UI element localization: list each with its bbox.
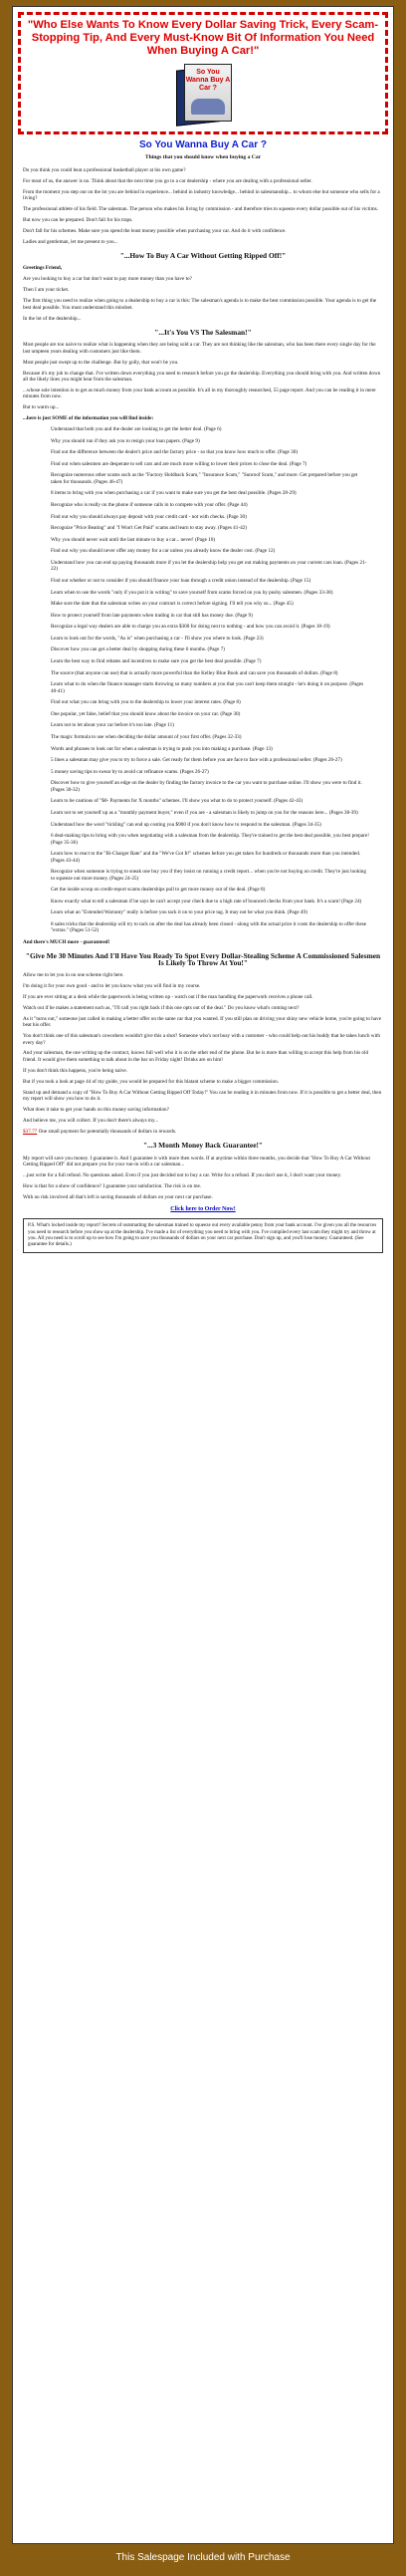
- section3-paragraph: Allow me to let you in on one scheme right here.: [23, 972, 124, 979]
- section2-paragraph: ...whose sole intention is to get as much money from your bank account as possible. It's all in my thoroughly researched, 55 page report. And you can be reading it in mere minutes from now.: [23, 386, 376, 400]
- section3-paragraph: If you are ever sitting at a desk while the paperwork is being written up - watch out if the man handling the paperwork receives a phone call.: [23, 994, 313, 1000]
- feature-bullet: Learn to look out for the words, "As is" when purchasing a car - I'll show you where to look. (Page 23): [51, 635, 264, 642]
- intro-subtitle: Things that you should know when buying a Car: [144, 154, 262, 161]
- section1-paragraph: Are you looking to buy a car but don't want to pay more money than you have to?: [23, 276, 192, 283]
- ps-note: P.S. What's locked inside my report? Secrets of outsmarting the salesman trained to squeeze out every available penny from your bank account. I've given you all the resources you need to research before you show up at the dealership. I've made a list of everything you need to bring with you. I've compiled every last scam they might try and throw at you. All you need is to scroll up to see how I'm going to save you thousands of dollars on your next car purchase. Don't sign up, and you'll lose money. Guaranteed. (See guarantee for details.): [23, 1218, 383, 1253]
- section3-paragraph: But if you took a look at page 44 of my guide, you would be prepared for this blatant scheme to make a bigger commission.: [23, 1078, 280, 1085]
- section2-paragraphs: [23, 342, 383, 410]
- section1-paragraph: Then I am your ticket.: [23, 287, 70, 294]
- feature-bullet: Find out whether or not to consider if you should finance your loan through a credit union instead of the dealership. (Page 15): [51, 577, 311, 584]
- section3-paragraphs: [23, 972, 383, 1124]
- intro-paragraphs: [23, 167, 383, 245]
- section4-paragraphs: [23, 1156, 383, 1201]
- section3-paragraph: As it "turns out," someone just called in making a better offer on the same car that you wanted. If you still plan on driving your shiny new vehicle home, you're going to have beat his offer.: [23, 1015, 382, 1029]
- feature-bullet: Recognize numerous other scams such as the "Factory Holdback Scam," "Insurance Scam," "Sunroof Scam," and more. Get prepared before you get taken for thousands. (Pages 46-47): [51, 472, 358, 485]
- price-paragraph: $37.77 One small payment for potentially thousands of dollars in rewards.: [23, 1128, 177, 1135]
- section2-paragraph: But to warm up...: [23, 404, 60, 411]
- section1-paragraph: In the lot of the dealership...: [23, 315, 82, 322]
- greeting: Greetings Friend,: [23, 265, 63, 272]
- section2-paragraph: Most people are too naive to realize what is happening when they are being sold a car. They are not thinking like the salesman, who has been there every single day for the last umpteen years dealing with customers just like them.: [23, 342, 376, 355]
- intro-title: So You Wanna Buy A Car ?: [139, 139, 267, 150]
- feature-bullet: Learn what an "Extended Warranty" really is before you tack it on to your price tag. It may not be what you think. (Page 49): [51, 909, 307, 916]
- feature-bullet: Why you should never wait until the last minute to buy a car... never! (Page 10): [51, 536, 216, 543]
- feature-bullet: 8 items to bring with you when purchasing a car if you want to make sure you get the best deal possible. (Pages 28-29): [51, 490, 297, 497]
- feature-bullet: Recognize "Price Beating" and "I Won't Get Paid" scams and learn to stay away. (Pages 41-42): [51, 525, 247, 532]
- section3-paragraph: And believe me, you will collect. If you don't there's always my...: [23, 1117, 159, 1124]
- bullets-lead: ...here is just SOME of the information you will find inside:: [23, 415, 154, 422]
- feature-bullet: Recognize when someone is trying to sneak one buy you if they insist on running a credit report... when you're not buying on credit. They're just looking to squeeze out more money. (Pages 24-25): [51, 869, 366, 882]
- feature-bullet: Understand that both you and the dealer are looking to get the better deal. (Page 6): [51, 425, 222, 432]
- headline-box: [18, 12, 388, 134]
- feature-bullet: Learn what to do when the finance manager starts throwing so many numbers at you that you can't keep them straight - he's doing it on purpose. (Pages 40-41): [51, 681, 364, 694]
- feature-bullet: The magic formula to use when deciding the dollar amount of your first offer. (Pages 32-33): [51, 734, 242, 741]
- feature-bullet: Discover how you can get a better deal by shopping during these 6 months. (Page 7): [51, 646, 225, 653]
- salespage: [12, 6, 394, 2544]
- feature-bullet: Know exactly what to tell a salesman if he says he can't accept your check due to a high rate of bounced checks from your bank. It's a scam! (Page 24): [51, 898, 362, 904]
- section4-paragraph: My report will save you money. I guarantee it. And I guarantee it with more then words. If at anytime within three months, you decide that "How To Buy A Car Without Getting Ripped Off" did not prepare you for your run-in with a car salesman...: [23, 1155, 370, 1167]
- intro-paragraph: The professional athlete of his field. The salesman. The person who makes his living by commission - and therefore tries to squeeze every dollar possible out of his victims.: [23, 205, 378, 212]
- section1-title: "...How To Buy A Car Without Getting Ripped Off!": [119, 251, 287, 261]
- ebook-cover-image: [170, 62, 236, 126]
- feature-bullet: Learn when to use the words "only if you put it in writing" to save yourself from scams forced on you by pushy salesmen. (Pages 33-38): [51, 589, 333, 596]
- page-caption: This Salespage Included with Purchase: [115, 2552, 291, 2563]
- feature-bullet: 8 sales tricks that the dealership will try to tack on after the deal has already been closed - along with the actual price it costs the dealership to offer these "extras." (Pages 51-52): [51, 920, 367, 934]
- section3-paragraph: And your salesman, the one writing up the contract, knows full well who it is on the other end of the phone. But he is more than willing to accept this help from his old friend. It would give them something to talk about in the bar on Friday night! Drinks are on him!: [23, 1050, 369, 1063]
- intro-paragraph: Ladies and gentleman, let me present to you...: [23, 238, 118, 245]
- intro-paragraph: For most of us, the answer is no. Think about that the next time you go to a car dealership - where you are dealing with a professional seller.: [23, 177, 312, 184]
- order-now-link[interactable]: Click here to Order Now!: [170, 1206, 236, 1213]
- ebook-cover-title: So You Wanna Buy A Car ?: [185, 69, 231, 92]
- section3-title: "Give Me 30 Minutes And I'll Have You Ready To Spot Every Dollar-Stealing Scheme A Commissioned Salesmen Is Likely To Throw At You!": [25, 951, 381, 967]
- feature-bullet: 5 lines a salesman may give you to try to force a sale. Get ready for them before you are face to face with a professional seller. (Pages 26-27): [51, 757, 342, 764]
- intro-paragraph: But now you can be prepared. Don't fall for his traps.: [23, 216, 133, 223]
- feature-bullet: Find out when salesmen are desperate to sell cars and are much more willing to lower their prices to close the deal. (Page 7): [51, 460, 307, 467]
- price: $37.77: [23, 1128, 38, 1135]
- feature-bullet: One popular, yet false, belief that you should know about the invoice on your car. (Page 30): [51, 710, 241, 717]
- headline: "Who Else Wants To Know Every Dollar Saving Trick, Every Scam-Stopping Tip, And Every Must-Know Bit Of Information You Need When Buying A Car!": [27, 19, 379, 57]
- feature-bullet: Words and phrases to look out for when a salesman is trying to push you into making a purchase. (Page 13): [51, 745, 273, 752]
- section3-paragraph: What does it take to get your hands on this money saving information?: [23, 1106, 169, 1113]
- feature-bullet: Recognize a legal way dealers are able to charge you an extra $300 for doing next to nothing - and how you can avoid it. (Pages 18-19): [51, 624, 330, 631]
- feature-bullet: Learn to be cautious of "$0- Payments for X months" schemes. I'll show you what to do to protect yourself. (Pages 42-43): [51, 798, 304, 805]
- section3-paragraph: You don't think one of this salesman's coworkers wouldn't give this a shot? Someone who's not busy with a customer - who could help out his buddy that he takes lunch with every day?: [23, 1033, 380, 1046]
- feature-bullet: Find out why you should always pay deposit with your credit card - not with checks. (Page 30): [51, 513, 247, 520]
- salespage-content: [13, 139, 393, 1253]
- section4-paragraph: With no risk involved all that's left is saving thousands of dollars on your next car purchase.: [23, 1193, 213, 1200]
- feature-bullet: Find out the difference between the dealer's price and the factory price - so that you know how much to offer. (Page 30): [51, 449, 299, 456]
- feature-bullet: Find out why you should never offer any money for a car unless you already know the dealer cost. (Page 12): [51, 548, 276, 555]
- feature-bullet: Understand how you can end up paying thousands more if you let the dealership help you get out making payments on your current cars loan. (Pages 21-22): [51, 559, 367, 573]
- feature-bullet: Learn how to react to the "Bi-Charger Rate" and the "We've Got It!" schemes before you get taken for hundreds or thousands more than you intended. (Pages 43-44): [51, 851, 361, 864]
- feature-bullet: How to protect yourself from late payments when trading in car that still has money due. (Page 9): [51, 612, 253, 619]
- section3-paragraph: If you don't think this happens, you're being naive.: [23, 1067, 128, 1074]
- feature-bullet: Why you should run if they ask you to resign your loan papers. (Page 9): [51, 437, 200, 444]
- feature-bullet: 5 money saving tips to swear by to avoid car refinance scams. (Pages 26-27): [51, 768, 209, 775]
- feature-bullet: Get the inside scoop on credit-report scams dealerships pull to get more money out of the deal. (Page 8): [51, 887, 266, 894]
- section3-paragraph: I'm doing it for your own good - and to let you know what you will find in my course.: [23, 983, 201, 990]
- section4-title: "...3 Month Money Back Guarantee!": [142, 1141, 264, 1151]
- feature-bullet: 6 deal-making tips to bring with you when negotiating with a salesman from the dealership. They're trained to get the best deal possible, you best prepare! (Page 35-36): [51, 833, 369, 846]
- car-icon: [191, 99, 225, 115]
- intro-paragraph: From the moment you step out on the lot you are behind in experience... behind in industry knowledge... behind in salesmanship... to whom else but someone who sells for a living?: [23, 188, 380, 202]
- section2-title: "...It's You VS The Salesman!": [154, 327, 252, 337]
- feature-bullet: Learn not to let about your car before it's too late. (Page 11): [51, 722, 174, 729]
- section1-paragraph: The first thing you need to realize when going to a dealership to buy a car is this: The salesman's agenda is to make the best commission possible. Your agenda is to get the best deal possible. You must understand this mindset.: [23, 298, 377, 311]
- feature-bullet: Learn the best way to find rebates and incentives to make sure you get the best deal possible. (Page 7): [51, 658, 262, 665]
- feature-bullet: Learn not to set yourself up as a "monthly payment buyer," even if you are - a salesman is likely to jump on you for the reasons here... (Pages 38-39): [51, 810, 358, 816]
- section4-paragraph: ...just write for a full refund. No questions asked. Even if you just decided not to buy a car. Write for a refund. If you don't use it, I don't want your money.: [23, 1171, 342, 1178]
- feature-bullet: Discover how to give yourself an edge on the dealer by finding the factory invoice to the car you want to purchase online. I'll show you were to find it. (Pages 30-32): [51, 780, 362, 793]
- section4-paragraph: How is that for a show of confidence? I guarantee your satisfaction. The risk is on me.: [23, 1182, 202, 1189]
- intro-paragraph: Don't fall for his schemes. Make sure you spend the least money possible when purchasing your car. And do it with confidence.: [23, 227, 287, 234]
- section2-paragraph: Because it's my job to change that. I've written down everything you need to research before you go the dealership. Everything you should bring with you. And written down all the likely lines you might hear from the salesman.: [23, 370, 381, 383]
- section1-paragraphs: [23, 276, 383, 322]
- more-text: And there's MUCH more - guaranteed!: [23, 938, 110, 945]
- feature-bullet: Find out what you can bring with you to the dealership to lower your interest rates. (Page 8): [51, 699, 241, 706]
- feature-bullet: Understand how the word "tickling" can end up costing you $900 if you don't know how to respond to the salesman. (Pages 34-35): [51, 821, 321, 828]
- section3-paragraph: Stand up and demand a copy of "How To Buy A Car Without Getting Ripped Off Today!" You can be reading it in minutes from now. If it is possible to get a better deal, then my report will show you how to do it.: [23, 1089, 382, 1102]
- feature-bullet: Recognize who is really on the phone if someone calls in to compete with your offer. (Page 44): [51, 501, 248, 508]
- intro-paragraph: Do you think you could beat a professional basketball player at his own game?: [23, 166, 186, 173]
- feature-list: [23, 426, 383, 934]
- feature-bullet: The source (that anyone can use) that is actually more powerful than the Kelley Blue Book and can save you thousands of dollars. (Page 8): [51, 669, 338, 676]
- section2-paragraph: Most people just swept up to the challenge. But by golly, that won't be you.: [23, 359, 179, 366]
- feature-bullet: Make sure the date that the salesman writes on your contract is correct before signing. I'll tell you why so... (Page 45): [51, 601, 294, 608]
- section3-paragraph: Watch out if he makes a statement such as, "I'll call you right back if this one opts out of the deal." Do you know what's coming next?: [23, 1004, 300, 1011]
